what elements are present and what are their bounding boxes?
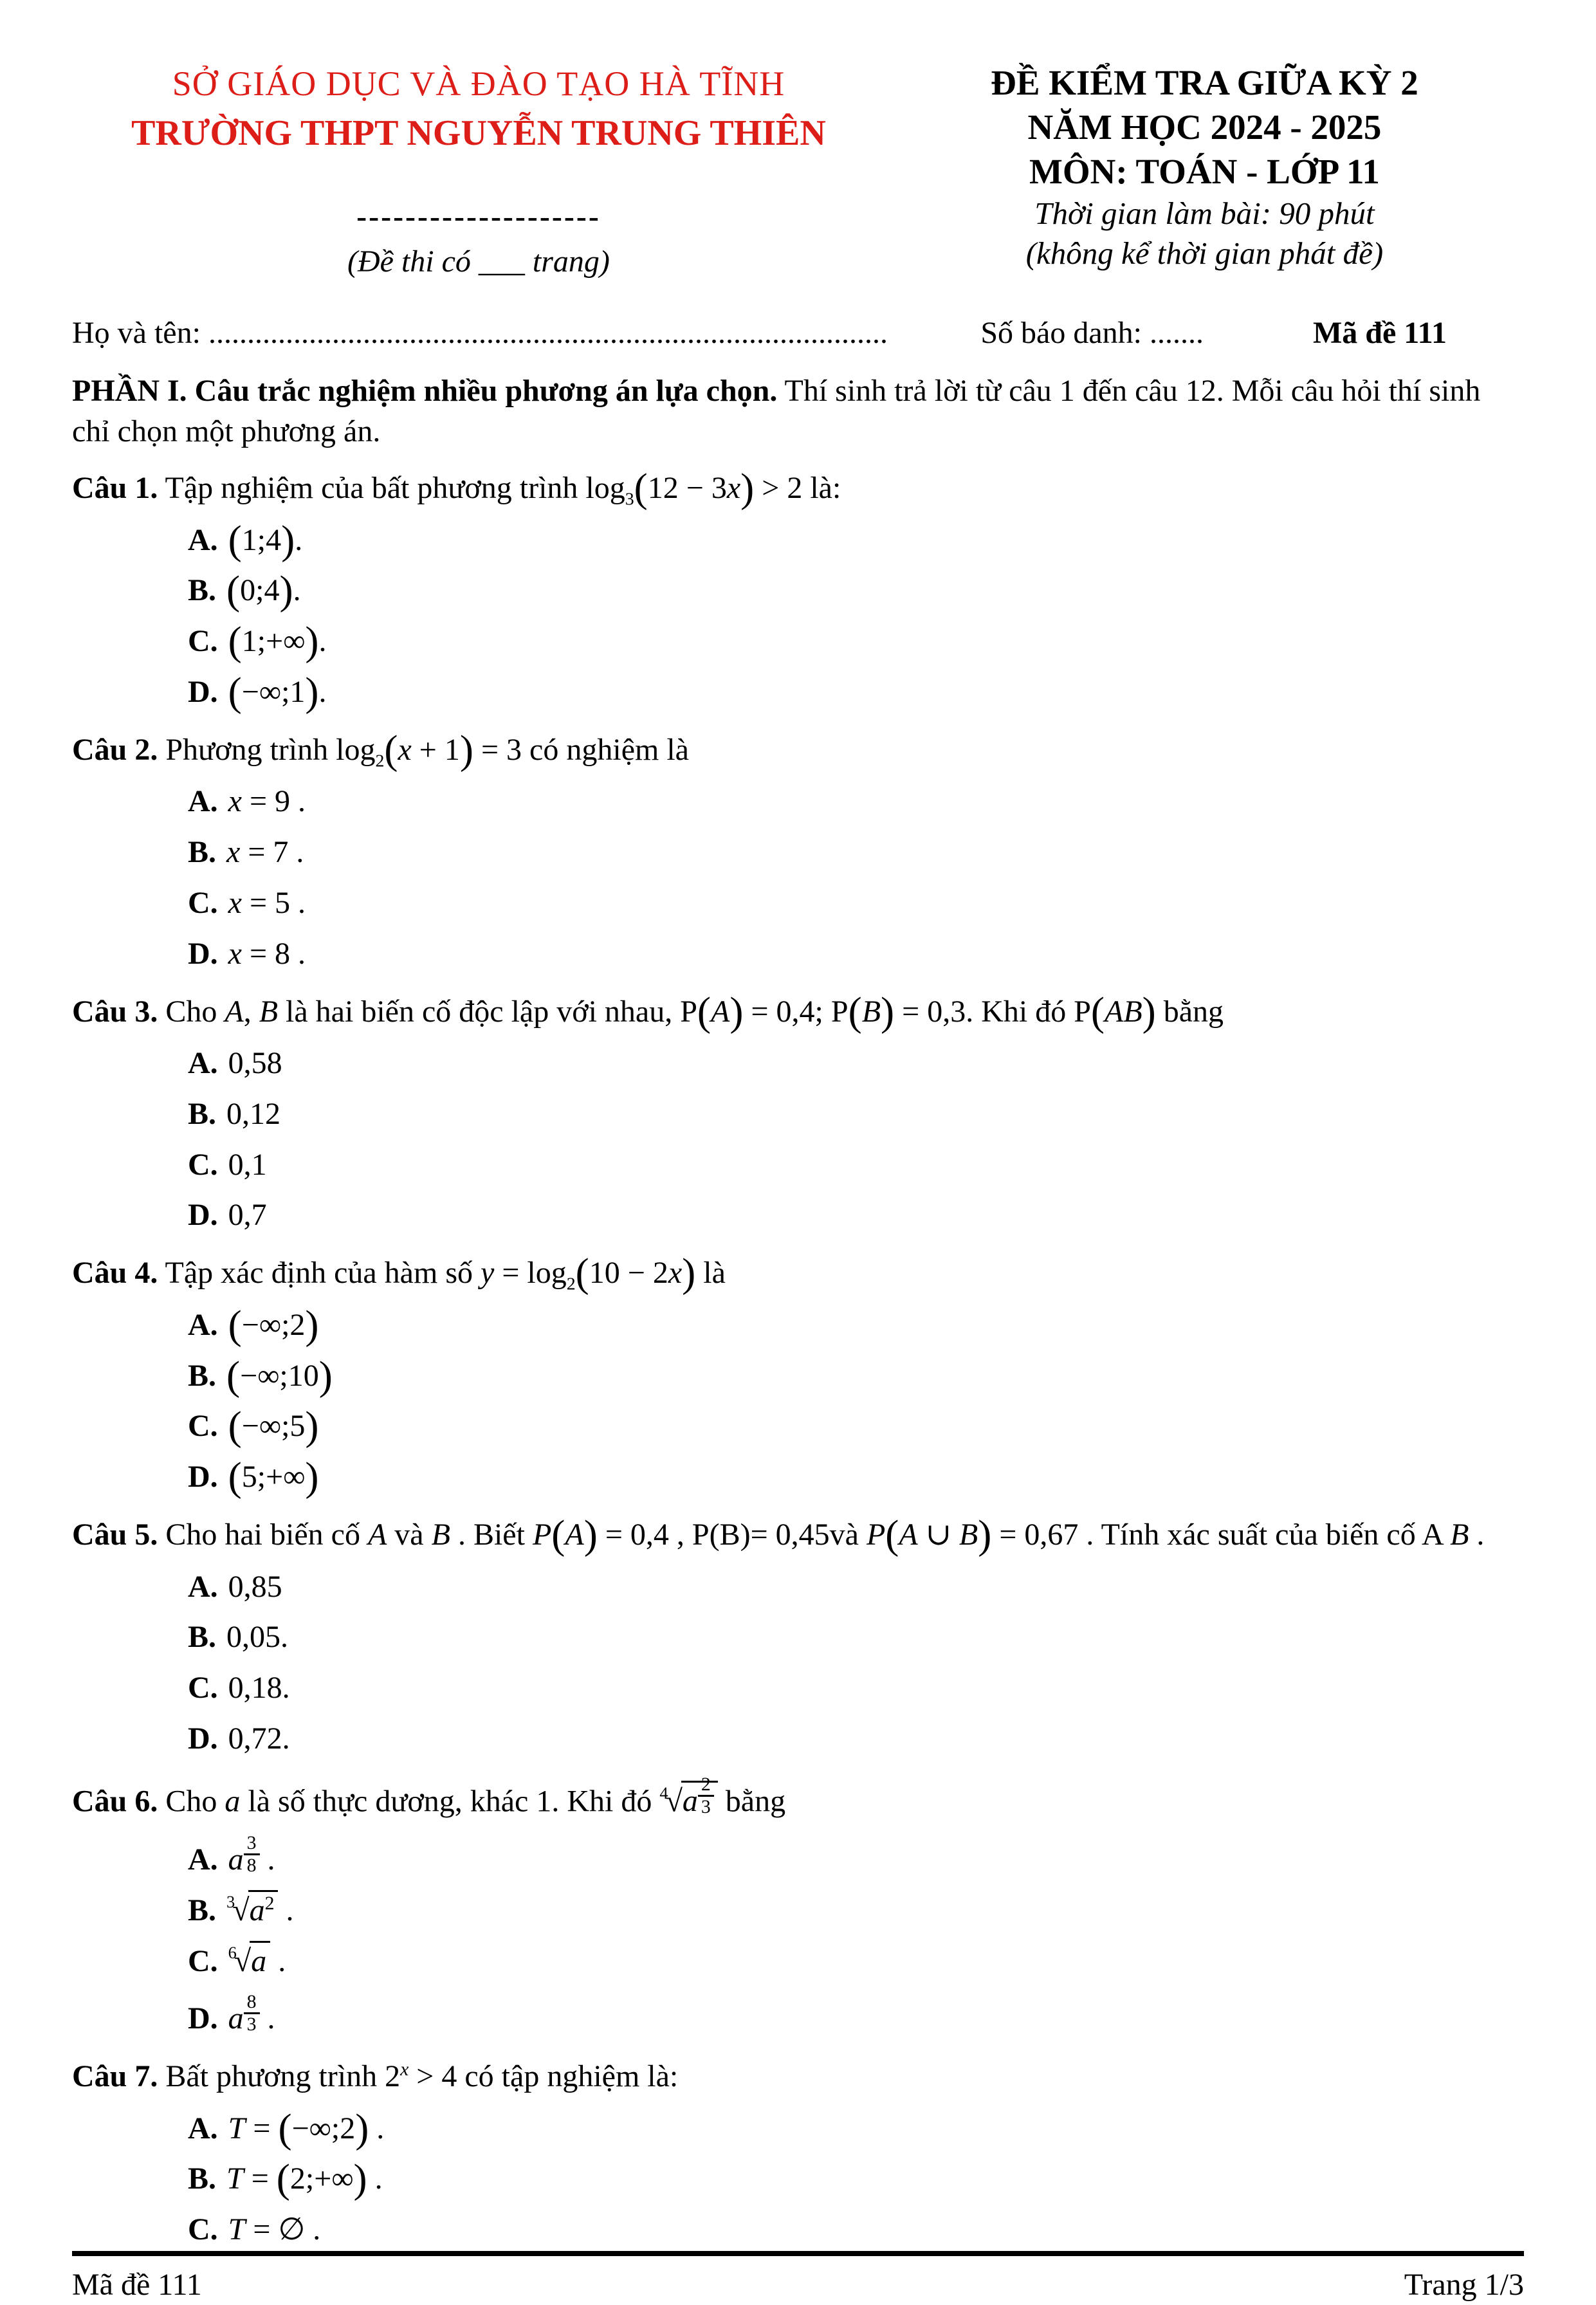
- school-year: NĂM HỌC 2024 - 2025: [1027, 107, 1382, 147]
- option-text: (−∞;2): [228, 1302, 319, 1348]
- school-name: TRƯỜNG THPT NGUYỄN TRUNG THIÊN: [131, 113, 826, 154]
- option-text: x = 7 .: [226, 835, 304, 870]
- question-6: [72, 1774, 1524, 2040]
- option-label: B.: [188, 835, 217, 870]
- options-list: [72, 1833, 1524, 2040]
- option-text: (1;+∞).: [228, 618, 327, 664]
- option-label: A.: [188, 1046, 218, 1081]
- option-c: [188, 1667, 1524, 1709]
- student-info-row: [72, 313, 1524, 353]
- radical: $^6$√a: [228, 1941, 271, 1983]
- question-3: [72, 989, 1524, 1237]
- option-text: 0,58: [228, 1046, 282, 1081]
- option-label: A.: [188, 1569, 218, 1604]
- option-a: [188, 1566, 1524, 1608]
- option-text: 0,7: [228, 1198, 267, 1233]
- question-1: [72, 466, 1524, 713]
- option-label: A.: [188, 2111, 218, 2145]
- footer-row: [72, 2265, 1524, 2305]
- options-list: [72, 781, 1524, 975]
- option-label: D.: [188, 1722, 218, 1756]
- option-label: C.: [188, 885, 218, 920]
- exam-code-badge: Mã đề 111: [1312, 315, 1447, 350]
- option-text: 0,12: [226, 1096, 281, 1131]
- question-7: [72, 2054, 1524, 2251]
- option-d: [188, 1456, 1524, 1498]
- questions: [72, 452, 1524, 2251]
- divider-dashes: --------------------: [356, 199, 601, 234]
- duration-subnote: (không kể thời gian phát đề): [1025, 235, 1384, 271]
- option-label: D.: [188, 1460, 218, 1494]
- option-label: A.: [188, 1842, 218, 1877]
- option-text: a $^{\frac{8}{3}}$ .: [228, 1990, 275, 2036]
- option-label: B.: [188, 1620, 217, 1655]
- option-label: B.: [188, 1358, 217, 1393]
- option-label: B.: [188, 1096, 217, 1131]
- question-stem: Câu 5. Cho hai biến cố A và B . Biết P(A) = 0,4 , P(B)= 0,45và P(A ∪ B) = 0,67 . Tính xác suất của biến cố A B .: [72, 1512, 1485, 1557]
- question-4: [72, 1251, 1524, 1498]
- option-label: D.: [188, 2001, 218, 2036]
- option-text: T = (2;+∞) .: [226, 2156, 383, 2202]
- option-label: B.: [188, 2162, 217, 2196]
- question-stem: Câu 7. Bất phương trình $2^x > 4$ có tập nghiệm là:: [72, 2059, 679, 2094]
- student-name-field: Họ và tên: ........................................................................................: [72, 315, 888, 350]
- option-a: [188, 1833, 1524, 1881]
- option-text: 0,18.: [228, 1671, 290, 1705]
- option-label: C.: [188, 624, 218, 659]
- question-stem: Câu 3. Cho A, B là hai biến cố độc lập với nhau, P(A) = 0,4; P(B) = 0,3. Khi đó P(AB) bằng: [72, 989, 1224, 1034]
- option-text: (1;4).: [228, 517, 303, 563]
- page-footer: [72, 2251, 1524, 2305]
- question-stem: Câu 4. Tập xác định của hàm số $y = \log_2(10 - 2x)$ là: [72, 1250, 726, 1296]
- option-label: D.: [188, 674, 218, 709]
- option-d: [188, 933, 1524, 975]
- exam-title: ĐỀ KIỂM TRA GIỮA KỲ 2: [991, 63, 1418, 102]
- question-label: Câu 3.: [72, 994, 158, 1029]
- option-text: $^3√a^2$ .: [226, 1893, 293, 1927]
- options-list: [72, 2108, 1524, 2251]
- option-label: A.: [188, 1307, 218, 1342]
- part1-instructions: Thí sinh trả lời từ câu 1 đến câu 12. Mỗi câu hỏi thí sinh chỉ chọn một phương án.: [72, 374, 1481, 448]
- question-label: Câu 1.: [72, 470, 158, 505]
- option-label: B.: [188, 573, 217, 608]
- option-text: 0,1: [228, 1147, 267, 1182]
- option-text: x = 5 .: [228, 885, 306, 920]
- footer-rule: [72, 2251, 1524, 2256]
- option-label: C.: [188, 2212, 218, 2247]
- part1-title: PHẦN I. Câu trắc nghiệm nhiều phương án lựa chọn.: [72, 374, 778, 409]
- option-c: [188, 1941, 1524, 1983]
- options-list: [72, 517, 1524, 715]
- fraction: 3 8: [244, 1833, 260, 1876]
- option-b: [188, 1617, 1524, 1658]
- question-stem: Câu 2. Phương trình $\log_2(x + 1) = 3$ có nghiệm là: [72, 727, 689, 773]
- option-a: [188, 1043, 1524, 1085]
- option-a: [188, 781, 1524, 823]
- option-label: A.: [188, 784, 218, 819]
- option-d: [188, 1992, 1524, 2040]
- option-b: [188, 1355, 1524, 1397]
- options-list: [72, 1566, 1524, 1760]
- radical: $^4$√a $^{\frac{2}{3}}$: [659, 1774, 717, 1824]
- fraction: 2 3: [698, 1774, 714, 1817]
- duration-note: Thời gian làm bài: 90 phút: [1034, 196, 1375, 232]
- question-label: Câu 7.: [72, 2059, 158, 2094]
- header-school-block: [72, 61, 885, 282]
- option-text: 0,72.: [228, 1722, 290, 1756]
- option-text: (0;4).: [226, 568, 301, 614]
- department-name: SỞ GIÁO DỤC VÀ ĐÀO TẠO HÀ TĨNH: [172, 64, 785, 103]
- option-text: x = 9 .: [228, 784, 306, 819]
- option-b: [188, 1094, 1524, 1135]
- option-text: x = 8 .: [228, 936, 306, 971]
- option-text: (−∞;5): [228, 1404, 319, 1449]
- option-b: [188, 1890, 1524, 1932]
- footer-page-number: Trang 1/3: [1404, 2268, 1524, 2302]
- option-d: [188, 1195, 1524, 1236]
- question-stem: Câu 1. Tập nghiệm của bất phương trình $\log_3(12 - 3x) > 2$ là:: [72, 465, 841, 511]
- option-text: (5;+∞): [228, 1454, 319, 1500]
- exam-pages-note: (Đề thi có ___ trang): [347, 244, 610, 279]
- option-c: [188, 618, 1524, 664]
- options-list: [72, 1043, 1524, 1236]
- radical: $^3√a^2$: [226, 1890, 278, 1932]
- options-list: [72, 1302, 1524, 1500]
- option-label: D.: [188, 1198, 218, 1233]
- question-label: Câu 2.: [72, 732, 158, 767]
- option-b: [188, 832, 1524, 874]
- option-text: 0,05.: [226, 1620, 289, 1655]
- question-label: Câu 4.: [72, 1256, 158, 1290]
- option-c: [188, 1144, 1524, 1186]
- student-id-field: Số báo danh: .......: [980, 315, 1204, 350]
- fraction: 8 3: [244, 1992, 260, 2035]
- option-label: C.: [188, 1671, 218, 1705]
- question-label: Câu 6.: [72, 1784, 158, 1819]
- exam-header: [72, 61, 1524, 282]
- option-a: [188, 517, 1524, 563]
- option-label: A.: [188, 522, 218, 557]
- option-c: [188, 1406, 1524, 1447]
- subject-grade: MÔN: TOÁN - LỚP 11: [1029, 151, 1380, 191]
- question-5: [72, 1512, 1524, 1760]
- option-text: (−∞;1).: [228, 669, 327, 715]
- option-text: a $^{\frac{3}{8}}$ .: [228, 1832, 275, 1877]
- option-label: C.: [188, 1409, 218, 1444]
- option-a: [188, 2108, 1524, 2150]
- question-2: [72, 728, 1524, 975]
- option-text: 0,85: [228, 1569, 282, 1604]
- question-stem: Câu 6. Cho a là số thực dương, khác 1. Khi đó $^4$√a $^{\frac{2}{3}}$ bằng: [72, 1774, 1524, 1824]
- footer-exam-code: Mã đề 111: [72, 2268, 202, 2302]
- option-label: B.: [188, 1893, 217, 1928]
- header-exam-block: [885, 61, 1524, 282]
- option-label: D.: [188, 936, 218, 971]
- question-label: Câu 5.: [72, 1518, 158, 1552]
- option-label: C.: [188, 1147, 218, 1182]
- option-d: [188, 669, 1524, 715]
- option-b: [188, 570, 1524, 612]
- option-d: [188, 1718, 1524, 1760]
- option-c: [188, 883, 1524, 924]
- option-label: C.: [188, 1943, 218, 1978]
- option-text: $^6$√a .: [228, 1944, 286, 1978]
- part1-intro: [72, 371, 1524, 452]
- option-b: [188, 2158, 1524, 2200]
- option-text: T = (−∞;2) .: [228, 2106, 385, 2151]
- option-c: [188, 2209, 1524, 2251]
- option-text: T = ∅ .: [228, 2212, 321, 2247]
- option-a: [188, 1302, 1524, 1348]
- option-text: (−∞;10): [226, 1353, 333, 1399]
